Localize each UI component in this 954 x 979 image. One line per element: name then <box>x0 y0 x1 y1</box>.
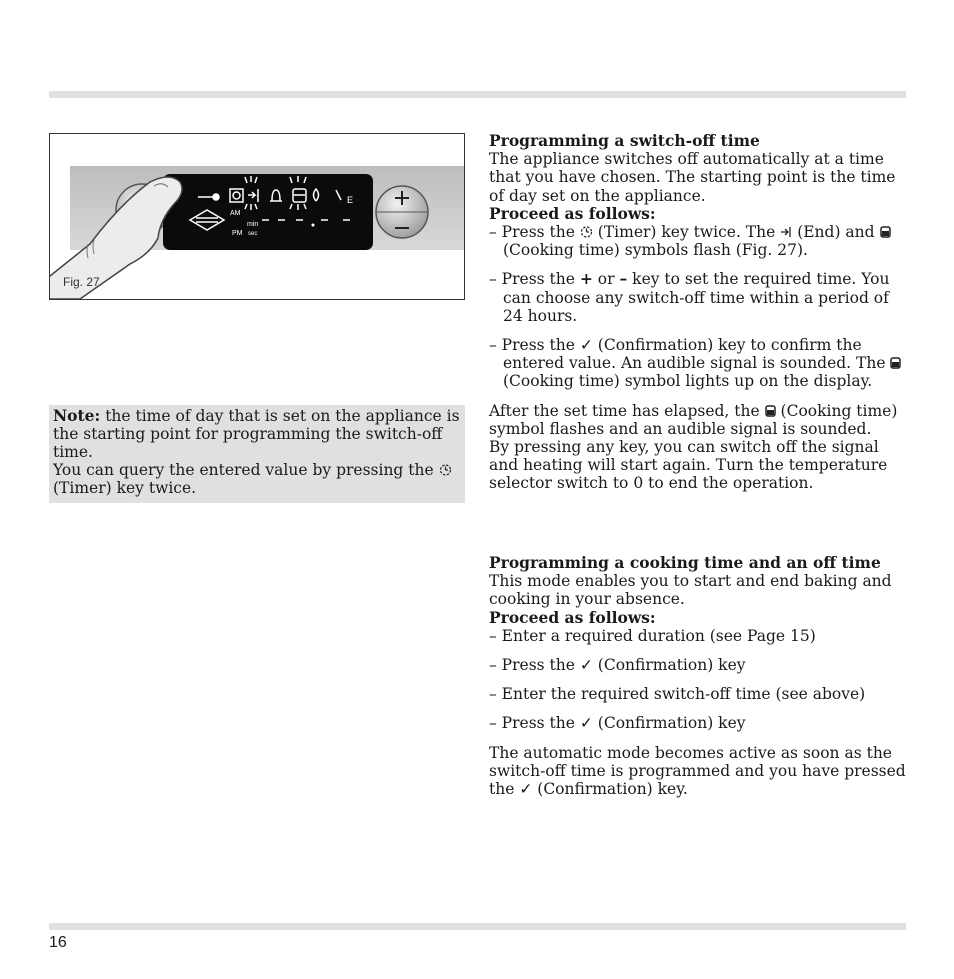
e-label: E <box>347 195 354 205</box>
section1-proceed: Proceed as follows: <box>489 203 656 223</box>
check-icon: ✓ <box>579 336 593 355</box>
step3-part-b: (Confirmation) key to confirm the entered value. An audible signal is sounded. The <box>503 336 886 373</box>
cooking-time-icon <box>880 226 891 238</box>
section-switch-off <box>489 132 909 493</box>
section2-heading: Programming a cooking time and an off time <box>489 553 881 572</box>
section-cooking-off-time <box>489 554 909 798</box>
plus-minus-key <box>376 186 428 238</box>
note-timer-text: (Timer) key twice. <box>53 479 197 497</box>
section1-intro: The appliance switches off automatically at a time that you have chosen. The starting point is the time of day set on the appliance. <box>489 150 896 205</box>
after-part-b: (Cooking time) symbol flashes and an audible signal is sounded. <box>489 401 898 438</box>
section1-after <box>489 402 909 438</box>
section1-heading: Programming a switch-off time <box>489 131 760 150</box>
section1-step1 <box>489 223 909 259</box>
header-bar <box>49 91 906 98</box>
check-icon: ✓ <box>519 780 533 799</box>
step1-part-d: (Cooking time) symbols flash (Fig. 27). <box>503 241 808 260</box>
section2-step1: – Enter a required duration (see Page 15) <box>489 626 816 645</box>
step3-part-c: (Cooking time) symbol lights up on the display. <box>503 372 873 391</box>
pm-label: PM <box>232 230 243 237</box>
s2-step4-part-b: (Confirmation) key <box>597 714 746 733</box>
end-icon <box>780 226 792 238</box>
step1-part-c: (End) and <box>797 223 875 242</box>
timer-icon <box>439 463 452 476</box>
note-box <box>49 405 465 503</box>
step3-part-a: – Press the <box>489 336 575 355</box>
section2-step3: – Enter the required switch-off time (see above) <box>489 685 866 704</box>
timer-icon <box>580 225 593 238</box>
step1-part-a: – Press the <box>489 223 575 242</box>
section1-step2 <box>489 270 909 325</box>
cooking-time-icon <box>765 405 776 417</box>
final-part-a: The automatic mode becomes active as soon as the switch-off time is programmed and you have pressed the <box>489 743 906 799</box>
am-label: AM <box>230 210 241 217</box>
section1-pressing: By pressing any key, you can switch off the signal and heating will start again. Turn the temperature selector switch to 0 to end the operation. <box>489 438 888 493</box>
min-label: min <box>247 221 259 228</box>
section2-step4 <box>489 714 909 732</box>
s2-step2-part-b: (Confirmation) key <box>597 656 746 675</box>
section2-proceed: Proceed as follows: <box>489 607 656 627</box>
footer-bar <box>49 923 906 930</box>
step2-or: or <box>597 270 615 289</box>
section2-step2 <box>489 656 909 674</box>
display-window <box>163 174 373 250</box>
plus-key-symbol: + <box>579 269 593 289</box>
step2-part-b: key to set the required time. You can choose any switch-off time within a period of 24 hours. <box>503 270 890 325</box>
minus-key-symbol: – <box>619 269 628 289</box>
page-number: 16 <box>49 934 67 951</box>
step2-part-a: – Press the <box>489 270 575 289</box>
note-label: Note: <box>53 406 101 425</box>
figure-27 <box>49 133 465 300</box>
figure-caption: Fig. 27 <box>63 275 100 289</box>
s2-step4-part-a: – Press the <box>489 714 575 733</box>
check-icon: ✓ <box>579 714 593 733</box>
sec-label: sec <box>248 231 258 237</box>
note-query-text: You can query the entered value by pressing the <box>53 461 434 479</box>
final-part-b: (Confirmation) key. <box>537 780 688 799</box>
note-text: the time of day that is set on the appliance is the starting point for programming the switch-off time. <box>53 407 460 461</box>
step1-part-b: (Timer) key twice. The <box>597 223 776 242</box>
section1-step3 <box>489 336 909 391</box>
after-part-a: After the set time has elapsed, the <box>489 401 760 420</box>
section2-final <box>489 744 909 799</box>
cooking-time-icon <box>890 357 901 369</box>
check-icon: ✓ <box>579 656 593 675</box>
section2-intro: This mode enables you to start and end baking and cooking in your absence. <box>489 572 892 609</box>
control-panel-illustration <box>50 134 464 299</box>
s2-step2-part-a: – Press the <box>489 656 575 675</box>
